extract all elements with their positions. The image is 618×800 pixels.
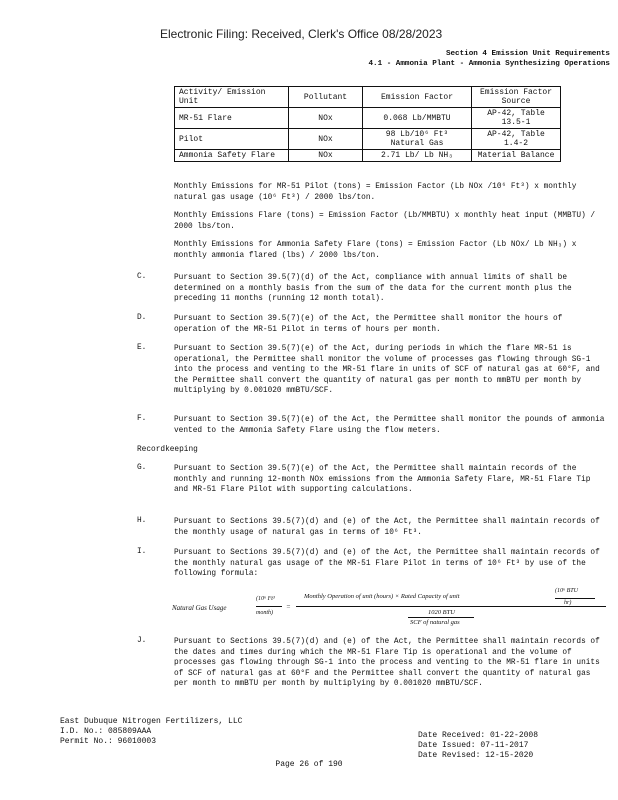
cell: NOx bbox=[289, 150, 363, 162]
eq-den1: 1020 BTU bbox=[428, 609, 455, 616]
item-f: Pursuant to Section 39.5(7)(e) of the Act, the Permittee shall monitor the pounds of ammonia vented to the Ammonia Safety Flare using the flow meters. bbox=[174, 416, 605, 435]
col-source: Emission Factor Source bbox=[472, 87, 561, 108]
cell: MR-51 Flare bbox=[175, 108, 289, 129]
col-factor: Emission Factor bbox=[363, 87, 472, 108]
permit-number: Permit No.: 96010003 bbox=[60, 737, 157, 746]
table-header-row bbox=[175, 87, 561, 108]
subsection-header: 4.1 - Ammonia Plant - Ammonia Synthesizing Operations bbox=[368, 60, 610, 68]
item-label: G. bbox=[137, 464, 147, 472]
eq-lhs-unit-den: month) bbox=[256, 610, 273, 616]
emission-factor-table bbox=[174, 86, 561, 162]
eq-cap-num: (10⁶ BTU bbox=[555, 588, 578, 594]
gas-usage-equation: Natural Gas Usage (10⁶ Ft³ month) = Monthly Operation of unit (hours) × Rated Capacity of unit (10⁶ BTU hr) 1020 BTU SCF of natural gas bbox=[172, 590, 612, 630]
cell: 0.068 Lb/MMBTU bbox=[363, 108, 472, 129]
company-name: East Dubuque Nitrogen Fertilizers, LLC bbox=[60, 717, 243, 726]
cell: 2.71 Lb/ Lb NH₃ bbox=[363, 150, 472, 162]
table-row bbox=[175, 150, 561, 162]
item-label: D. bbox=[137, 314, 147, 322]
item-g: Pursuant to Section 39.5(7)(e) of the Act, the Permittee shall maintain records of the monthly and running 12-month NOx emissions from the Ammonia Safety Flare, MR-51 Flare Tip and MR-51 Flare Pilot with supporting calculations. bbox=[174, 465, 591, 494]
page-number: Page 26 of 190 bbox=[275, 760, 343, 769]
table-row bbox=[175, 108, 561, 129]
item-label: H. bbox=[137, 517, 147, 525]
eq-cap-den: hr) bbox=[564, 600, 572, 606]
item-j: Pursuant to Sections 39.5(7)(d) and (e) of the Act, the Permittee shall maintain records of the dates and times during which the MR-51 Flare Tip is operational and the volume of processes gas flowing through SG-1 into the process and venting to the MR-51 flare in units of SCF of natural gas at 60°F and the Permittee shall convert the quantity of natural gas per month to mmBTU per month by multiplying by 0.001020 mmBTU/SCF. bbox=[174, 638, 600, 688]
filing-banner: Electronic Filing: Received, Clerk's Office 08/28/2023 bbox=[160, 27, 443, 41]
cell: AP-42, Table 13.5-1 bbox=[472, 108, 561, 129]
item-label: C. bbox=[137, 273, 147, 281]
eq-numerator: Monthly Operation of unit (hours) × Rated Capacity of unit bbox=[304, 593, 460, 600]
cell: Ammonia Safety Flare bbox=[175, 150, 289, 162]
date-revised: Date Revised: 12-15-2020 bbox=[418, 751, 534, 760]
cell: Pilot bbox=[175, 129, 289, 150]
eq-lhs-unit-num: (10⁶ Ft³ bbox=[256, 596, 275, 602]
date-issued: Date Issued: 07-11-2017 bbox=[418, 741, 529, 750]
facility-id: I.D. No.: 085809AAA bbox=[60, 727, 152, 736]
date-received: Date Received: 01-22-2008 bbox=[418, 731, 539, 740]
item-e: Pursuant to Section 39.5(7)(e) of the Act, during periods in which the flare MR-51 is operational, the Permittee shall monitor the volume of processes gas flowing through SG-1 into the process and venting to the MR-51 flare in units of SCF of natural gas at 60°F, and the Permittee shall convert the quantity of natural gas per month to mmBTU per month by multiplying by 0.001020 mmBTU/SCF. bbox=[174, 345, 600, 395]
item-label: J. bbox=[137, 637, 147, 645]
cell: AP-42, Table 1.4-2 bbox=[472, 129, 561, 150]
pilot-formula: Monthly Emissions for MR-51 Pilot (tons) = Emission Factor (Lb NOx /10⁶ Ft³) x monthly natural gas usage (10⁶ Ft³) / 2000 lbs/ton. bbox=[174, 183, 577, 202]
eq-den2: SCF of natural gas bbox=[410, 619, 460, 626]
col-pollutant: Pollutant bbox=[289, 87, 363, 108]
item-c: Pursuant to Section 39.5(7)(d) of the Act, compliance with annual limits of shall be determined on a monthly basis from the sum of the data for the current month plus the preceding 11 months (running 12 month total). bbox=[174, 274, 572, 303]
footer-right bbox=[418, 731, 538, 761]
item-d: Pursuant to Section 39.5(7)(e) of the Act, the Permittee shall monitor the hours of operation of the MR-51 Pilot in terms of hours per month. bbox=[174, 315, 563, 334]
cell: NOx bbox=[289, 108, 363, 129]
item-h: Pursuant to Sections 39.5(7)(d) and (e) of the Act, the Permittee shall maintain records of the monthly usage of natural gas in terms of 10⁶ Ft³. bbox=[174, 518, 600, 537]
safety-flare-formula: Monthly Emissions for Ammonia Safety Flare (tons) = Emission Factor (Lb NOx/ Lb NH₃) x monthly ammonia flared (lbs) / 2000 lbs/ton. bbox=[174, 241, 577, 260]
eq-lhs: Natural Gas Usage bbox=[172, 604, 227, 612]
section-header: Section 4 Emission Unit Requirements bbox=[445, 50, 610, 58]
cell: Material Balance bbox=[472, 150, 561, 162]
item-label: I. bbox=[137, 548, 147, 556]
footer-left bbox=[60, 717, 242, 747]
item-i: Pursuant to Sections 39.5(7)(d) and (e) of the Act, the Permittee shall maintain records of the monthly natural gas usage of the MR-51 Flare Pilot in terms of 10⁶ Ft³ by use of the following formula: bbox=[174, 549, 600, 578]
cell: NOx bbox=[289, 129, 363, 150]
col-activity: Activity/ Emission Unit bbox=[175, 87, 289, 108]
item-label: E. bbox=[137, 344, 147, 352]
cell: 98 Lb/10⁶ Ft³ Natural Gas bbox=[363, 129, 472, 150]
recordkeeping-heading: Recordkeeping bbox=[137, 446, 198, 454]
item-label: F. bbox=[137, 415, 147, 423]
table-row bbox=[175, 129, 561, 150]
flare-formula: Monthly Emissions Flare (tons) = Emission Factor (Lb/MMBTU) x monthly heat input (MMBTU) / 2000 lbs/ton. bbox=[174, 212, 596, 231]
